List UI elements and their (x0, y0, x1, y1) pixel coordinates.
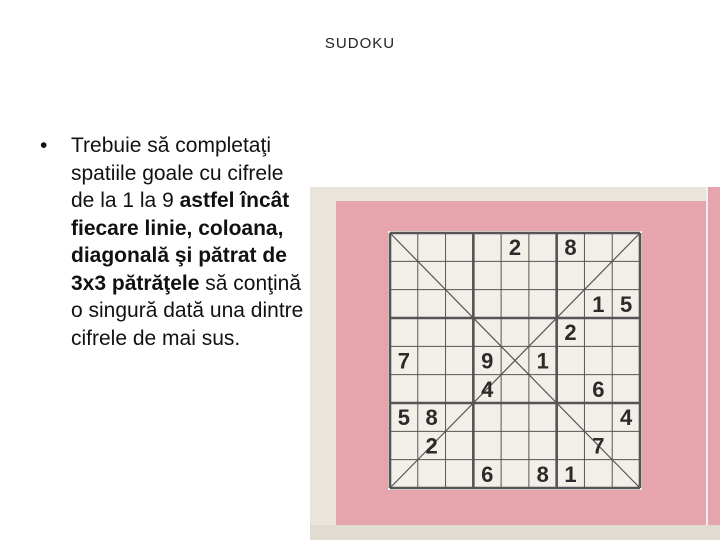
sudoku-given-digit: 6 (481, 461, 494, 487)
photo-bottom-strip (310, 525, 720, 540)
sudoku-given-digit: 8 (425, 405, 438, 431)
sudoku-given-digit: 2 (564, 320, 577, 346)
sudoku-given-digit: 8 (536, 461, 549, 487)
sudoku-given-digit: 8 (564, 235, 577, 261)
sudoku-grid (388, 231, 642, 490)
sudoku-given-digit: 5 (619, 291, 633, 317)
sudoku-given-digit: 9 (481, 348, 494, 374)
sudoku-given-digit: 1 (592, 291, 605, 317)
sudoku-given-digit: 7 (397, 348, 411, 374)
sudoku-given-digit: 2 (508, 235, 522, 261)
bullet-list (40, 132, 310, 352)
pink-frame-right-band (706, 187, 720, 540)
bullet-text-part-1: Trebuie să completaţi spatiile goale cu cifrele de la 1 la 9 (71, 134, 284, 212)
bullet-text (71, 132, 310, 352)
sudoku-given-digit: 1 (564, 461, 577, 487)
sudoku-given-digit: 4 (481, 376, 494, 402)
sudoku-given-digit: 2 (425, 433, 438, 459)
bullet-icon: • (40, 134, 48, 157)
sudoku-given-digit: 6 (592, 376, 605, 402)
sudoku-given-digit: 4 (619, 405, 633, 431)
sudoku-given-digit: 7 (592, 433, 605, 459)
bullet-text-part-2-bold: astfel încât fiecare linie, coloana, diagonală şi pătrat de 3x3 pătrăţele (71, 189, 290, 295)
sudoku-given-digit: 1 (536, 348, 549, 374)
sudoku-photo (310, 187, 720, 540)
bullet-text-part-3: să conţină o singură dată una dintre cifrele de mai sus. (71, 271, 304, 350)
slide-title: SUDOKU (324, 35, 396, 52)
sudoku-given-digit: 5 (397, 405, 411, 431)
